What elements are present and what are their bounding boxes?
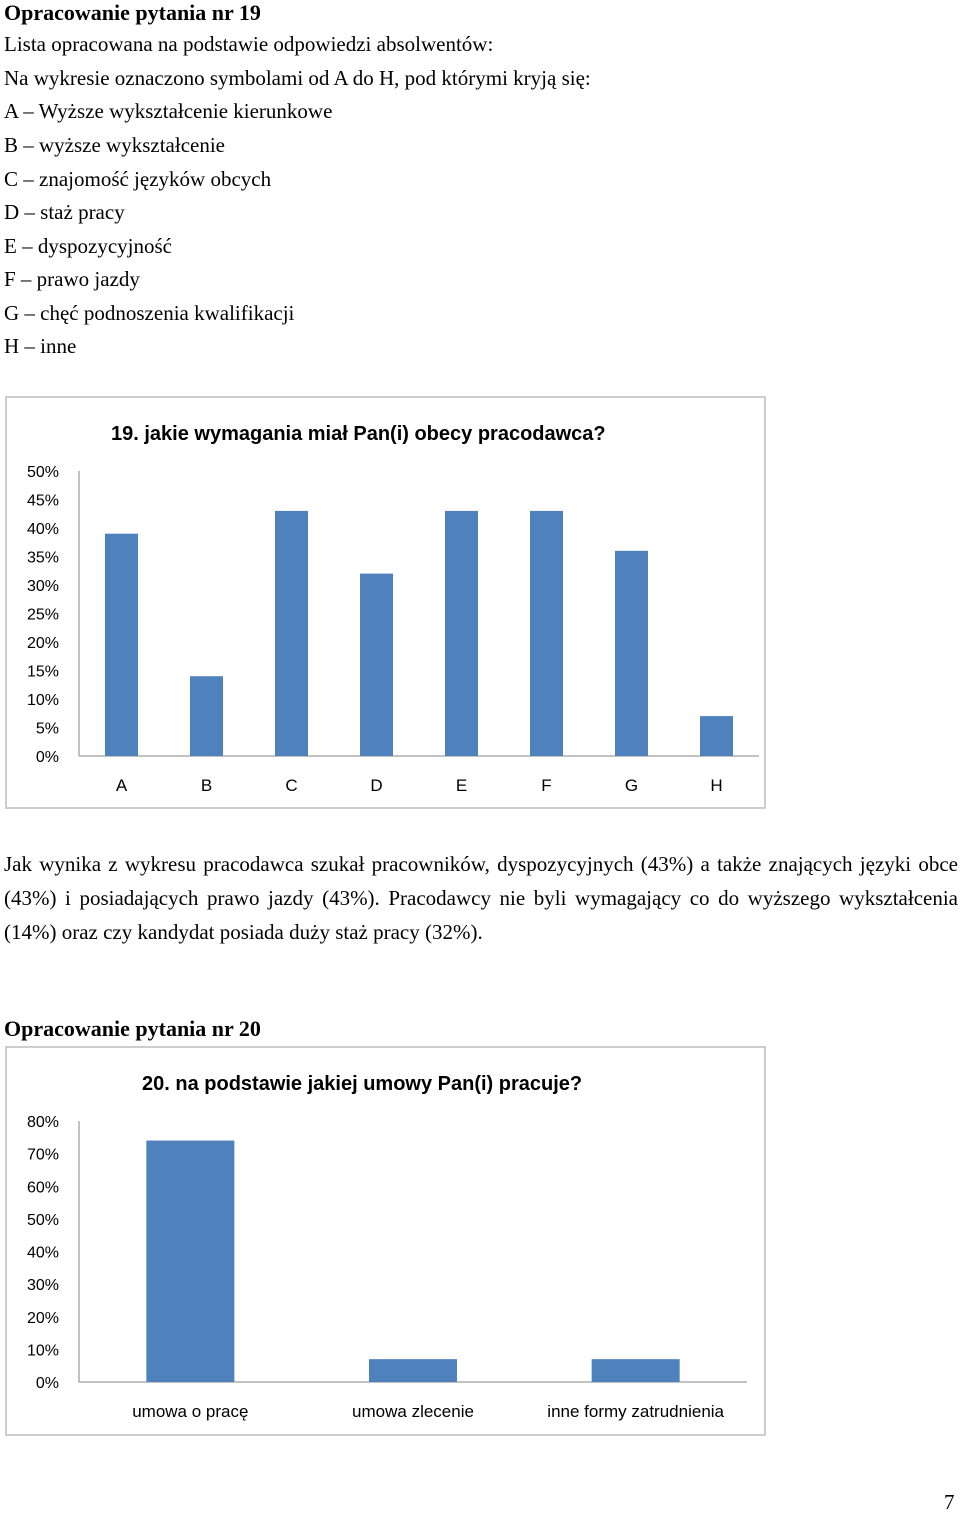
category-label: G: [624, 776, 639, 795]
y-tick-label: 50%: [26, 464, 59, 481]
bar-6: [530, 511, 563, 756]
y-tick-label: 0%: [35, 1375, 59, 1392]
analysis-paragraph: Jak wynika z wykresu pracodawca szukał pracowników, dyspozycyjnych (43%) a także znających języki obce (43%) i posiadających prawo jazdy (43%). Pracodawcy nie byli wymagający co do wyższego wykształcenia (14%) oraz czy kandydat posiada duży staż pracy (32%).: [4, 852, 958, 944]
intro-line: Lista opracowana na podstawie odpowiedzi absolwentów:: [4, 32, 494, 56]
category-label: C: [285, 776, 298, 795]
bar-2: [190, 676, 223, 756]
y-tick-label: 70%: [26, 1146, 59, 1164]
y-tick-label: 20%: [26, 635, 59, 652]
y-tick-label: 80%: [26, 1114, 59, 1131]
legend-item-g: G – chęć podnoszenia kwalifikacji: [4, 301, 295, 325]
y-tick-label: 30%: [26, 578, 59, 595]
chart-19: [5, 396, 766, 809]
chart-20-svg: [7, 1048, 768, 1438]
y-tick-label: 45%: [26, 492, 59, 510]
legend-item-f: F – prawo jazdy: [4, 267, 140, 291]
y-tick-label: 35%: [26, 549, 59, 567]
y-tick-label: 60%: [26, 1179, 59, 1197]
page-number: 7: [944, 1490, 955, 1514]
section-19-heading: Opracowanie pytania nr 19: [4, 0, 261, 25]
bar-4: [360, 574, 393, 756]
chart-19-svg: [7, 398, 768, 811]
y-tick-label: 5%: [35, 720, 59, 738]
legend-item-d: D – staż pracy: [4, 200, 125, 224]
y-tick-label: 0%: [35, 749, 59, 766]
bar-2: [369, 1359, 457, 1382]
bar-5: [445, 511, 478, 756]
legend-item-b: B – wyższe wykształcenie: [4, 133, 226, 157]
legend-item-h: H – inne: [4, 334, 77, 358]
bar-1: [146, 1141, 234, 1382]
section-20-heading: Opracowanie pytania nr 20: [4, 1016, 261, 1041]
legend-item-c: C – znajomość języków obcych: [4, 167, 272, 191]
chart-title: 20. na podstawie jakiej umowy Pan(i) pracuje?: [142, 1073, 583, 1095]
legend-item-a: A – Wyższe wykształcenie kierunkowe: [4, 99, 333, 123]
y-tick-label: 50%: [26, 1211, 59, 1229]
chart-title: 19. jakie wymagania miał Pan(i) obecy pracodawca?: [111, 423, 606, 445]
bar-7: [615, 551, 648, 756]
category-label: E: [455, 776, 468, 795]
y-tick-label: 30%: [26, 1277, 59, 1295]
bar-1: [105, 534, 138, 756]
category-label: B: [200, 776, 213, 795]
category-label: A: [115, 776, 128, 795]
legend-item-e: E – dyspozycyjność: [4, 234, 172, 258]
chart-20: [5, 1046, 766, 1436]
category-label: umowa zlecenie: [352, 1402, 474, 1421]
intro-line: Na wykresie oznaczono symbolami od A do H, pod którymi kryją się:: [4, 66, 591, 90]
bar-3: [275, 511, 308, 756]
category-label: H: [710, 776, 723, 795]
category-label: inne formy zatrudnienia: [547, 1402, 725, 1421]
y-tick-label: 15%: [26, 663, 59, 681]
y-tick-label: 10%: [26, 1342, 59, 1360]
y-tick-label: 25%: [26, 606, 59, 624]
y-tick-label: 40%: [26, 1244, 59, 1262]
y-tick-label: 20%: [26, 1309, 59, 1327]
category-label: F: [541, 776, 552, 795]
y-tick-label: 10%: [26, 692, 59, 709]
category-label: umowa o pracę: [132, 1402, 249, 1421]
category-label: D: [370, 776, 383, 795]
bar-8: [700, 716, 733, 756]
y-tick-label: 40%: [26, 521, 59, 538]
bar-3: [592, 1359, 680, 1382]
